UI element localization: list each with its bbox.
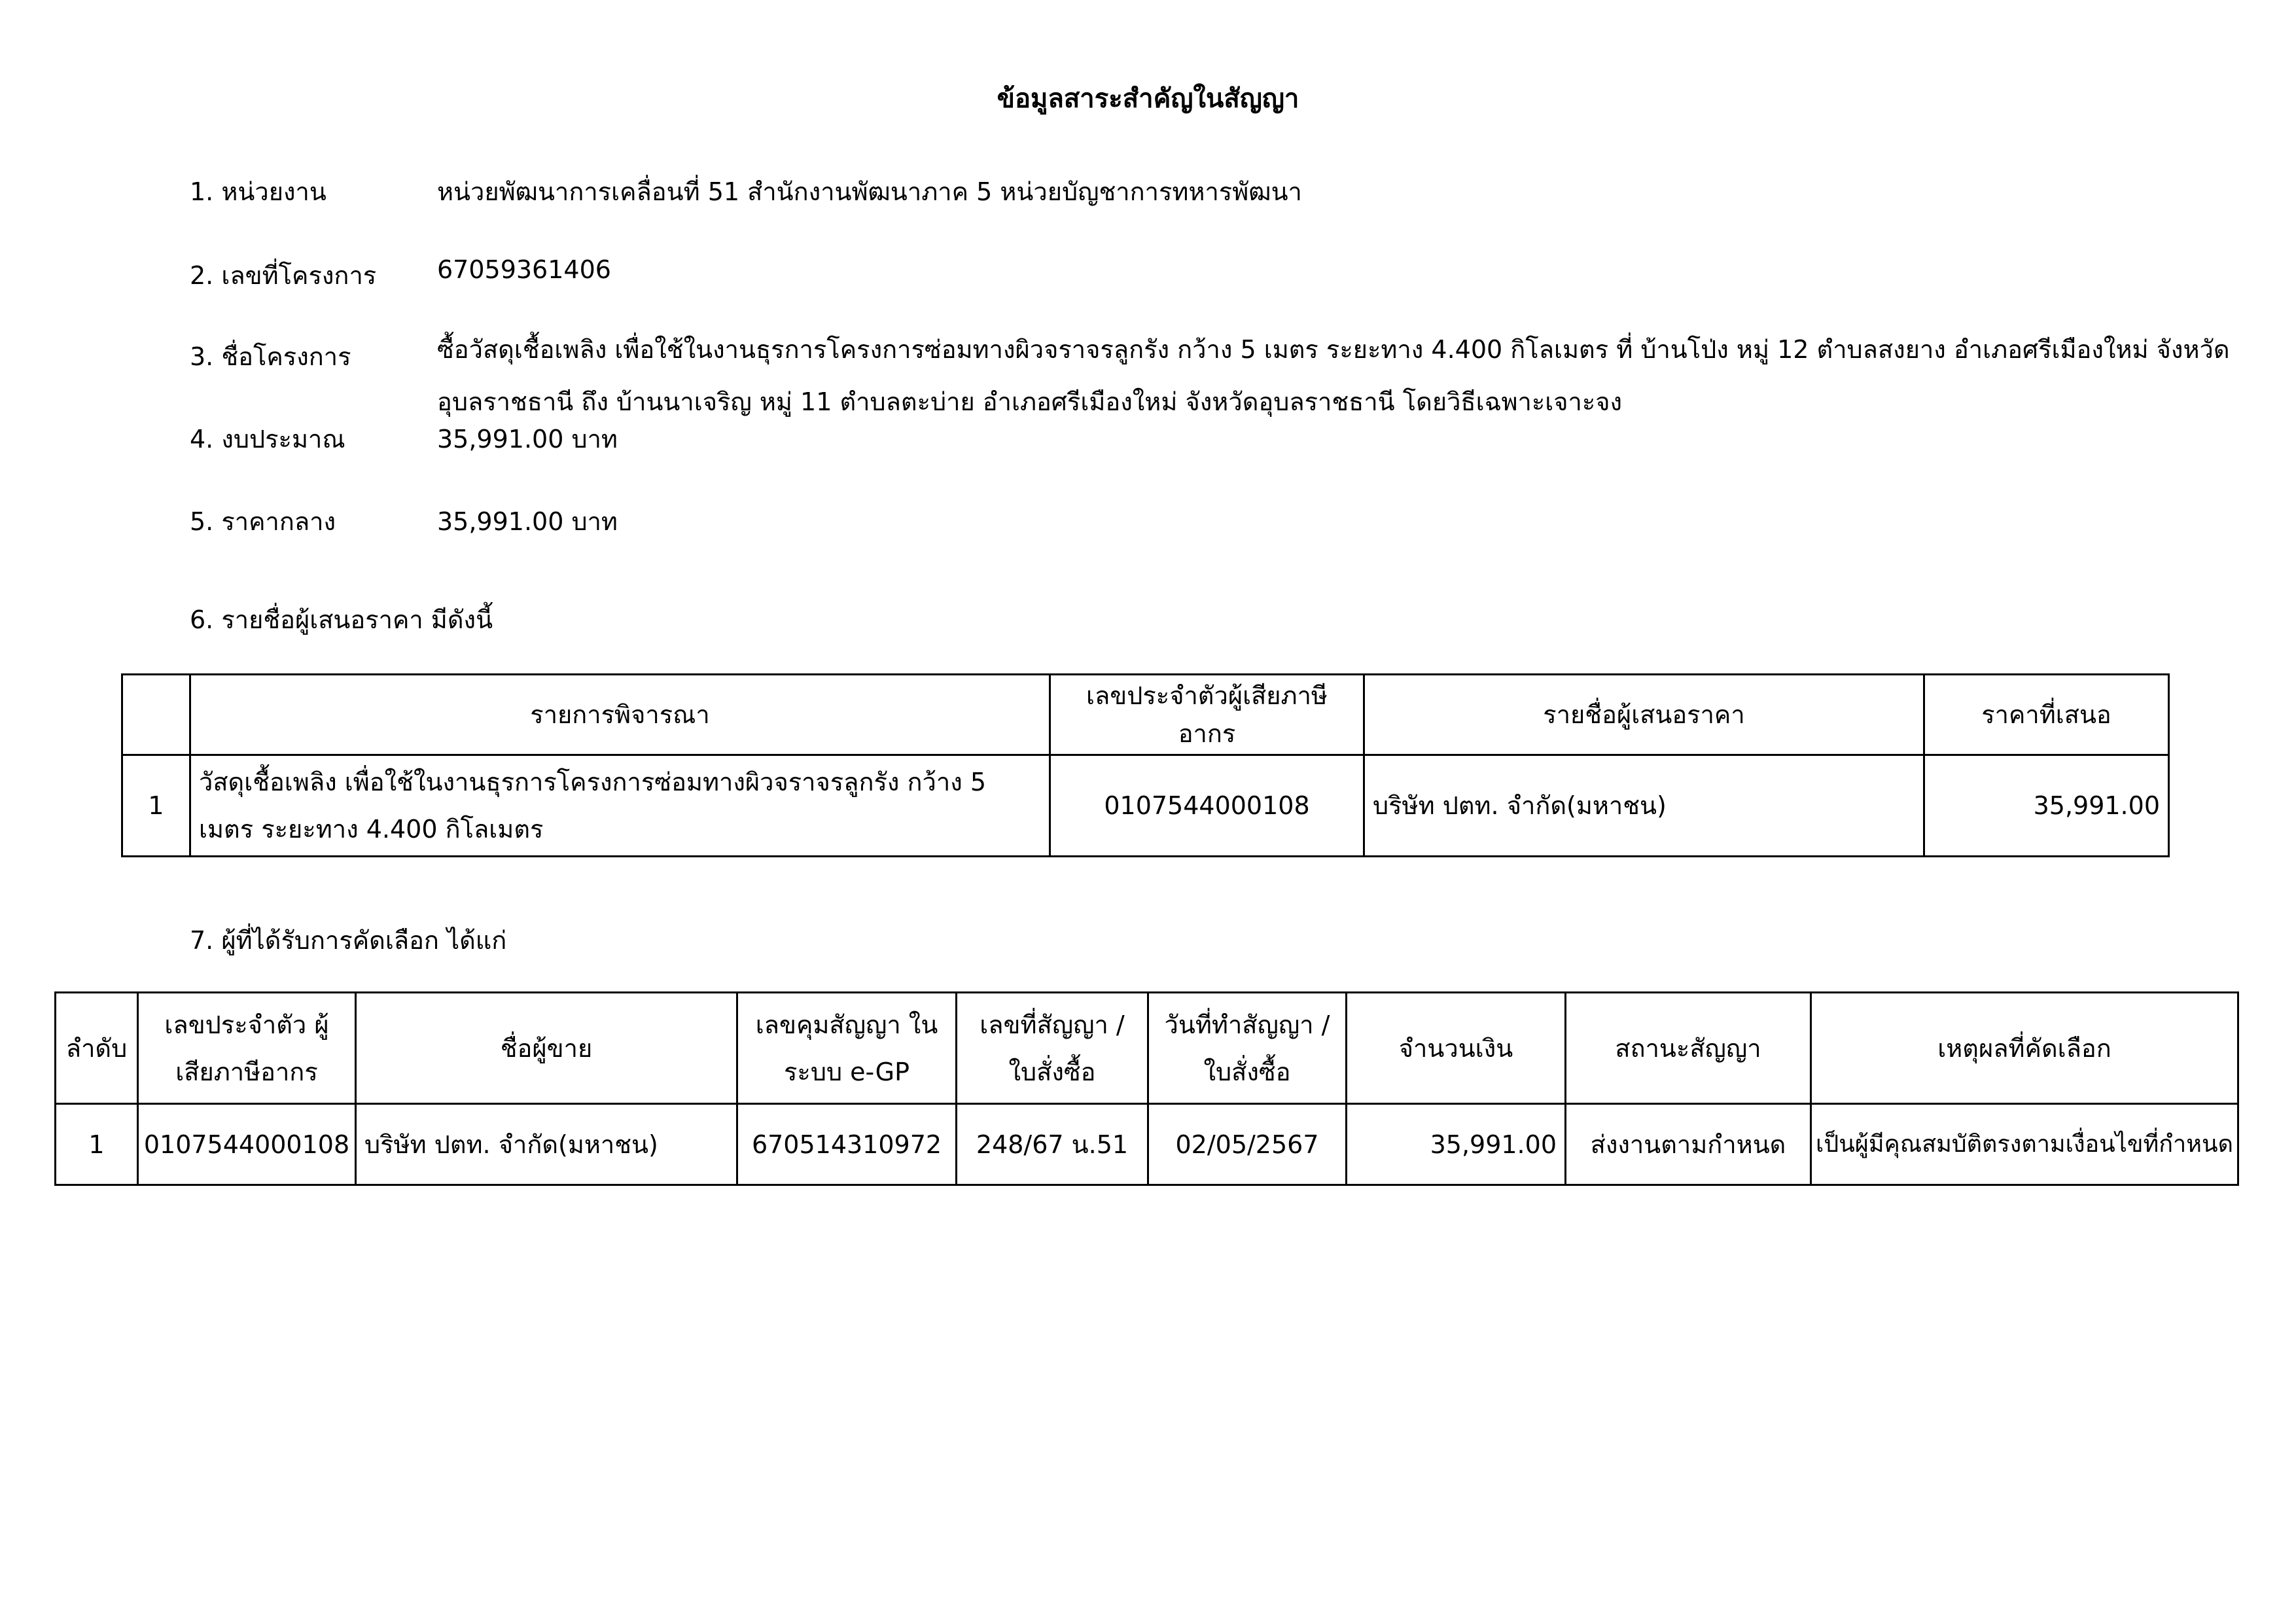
winner-row-contract-no: 248/67 น.51 <box>957 1104 1148 1185</box>
winners-header-contract-date: วันที่ทำสัญญา / ใบสั่งซื้อ <box>1148 993 1347 1104</box>
winners-header-seller: ชื่อผู้ขาย <box>356 993 737 1104</box>
agency-value: หน่วยพัฒนาการเคลื่อนที่ 51 สำนักงานพัฒนาภาค 5 หน่วยบัญชาการทหารพัฒนา <box>437 177 1302 206</box>
project-name-label: 3. ชื่อโครงการ <box>190 342 351 371</box>
bidder-row-no: 1 <box>122 755 190 857</box>
bidders-header-bidder: รายชื่อผู้เสนอราคา <box>1364 675 1924 755</box>
project-name-value: ซื้อวัสดุเชื้อเพลิง เพื่อใช้ในงานธุรการโครงการซ่อมทางผิวจราจรลูกรัง กว้าง 5 เมตร ระยะทาง 4.400 กิโลเมตร ที่ บ้านโป่ง หมู่ 12 ตำบลสงยาง อำเภอศรีเมืองใหม่ จังหวัดอุบลราชธานี ถึง บ้านนาเจริญ หมู่ 11 ตำบลตะบ่าย อำเภอศรีเมืองใหม่ จังหวัดอุบลราชธานี โดยวิธีเฉพาะเจาะจง <box>437 335 2230 416</box>
budget-value: 35,991.00 บาท <box>437 425 618 454</box>
winner-row-contract-date: 02/05/2567 <box>1148 1104 1347 1185</box>
bidders-header-no <box>122 675 190 755</box>
winners-table <box>54 991 2239 1186</box>
budget-label: 4. งบประมาณ <box>190 425 345 454</box>
median-price-label: 5. ราคากลาง <box>190 507 336 536</box>
winners-header-row <box>56 993 2238 1104</box>
winners-header-no: ลำดับ <box>56 993 138 1104</box>
bidders-header-tax-id: เลขประจำตัวผู้เสียภาษีอากร <box>1050 675 1364 755</box>
winner-row-no: 1 <box>56 1104 138 1185</box>
table-row <box>56 1104 2238 1185</box>
table-row <box>122 755 2169 857</box>
winner-row-status: ส่งงานตามกำหนด <box>1566 1104 1811 1185</box>
winners-header-egp: เลขคุมสัญญา ในระบบ e-GP <box>737 993 957 1104</box>
winners-header-amount: จำนวนเงิน <box>1347 993 1566 1104</box>
project-no-value: 67059361406 <box>437 255 611 284</box>
bidder-row-name: บริษัท ปตท. จำกัด(มหาชน) <box>1364 755 1924 857</box>
winner-row-egp: 670514310972 <box>737 1104 957 1185</box>
bidder-row-tax-id: 0107544000108 <box>1050 755 1364 857</box>
bidders-header-item: รายการพิจารณา <box>190 675 1050 755</box>
bidders-heading: 6. รายชื่อผู้เสนอราคา มีดังนี้ <box>190 605 493 634</box>
winners-heading: 7. ผู้ที่ได้รับการคัดเลือก ได้แก่ <box>190 926 507 955</box>
project-no-label: 2. เลขที่โครงการ <box>190 261 377 290</box>
winner-row-reason: เป็นผู้มีคุณสมบัติตรงตามเงื่อนไขที่กำหนด <box>1811 1104 2238 1185</box>
median-price-value: 35,991.00 บาท <box>437 507 618 536</box>
winners-header-status: สถานะสัญญา <box>1566 993 1811 1104</box>
bidder-row-price: 35,991.00 <box>1924 755 2169 857</box>
document-title: ข้อมูลสาระสำคัญในสัญญา <box>997 84 1299 114</box>
bidder-row-item: วัสดุเชื้อเพลิง เพื่อใช้ในงานธุรการโครงการซ่อมทางผิวจราจรลูกรัง กว้าง 5 เมตร ระยะทาง 4.400 กิโลเมตร <box>190 755 1050 857</box>
winners-header-tax-id: เลขประจำตัว ผู้เสียภาษีอากร <box>138 993 356 1104</box>
winner-row-amount: 35,991.00 <box>1347 1104 1566 1185</box>
winner-row-tax-id: 0107544000108 <box>138 1104 356 1185</box>
bidders-table <box>121 673 2170 857</box>
bidders-header-price: ราคาที่เสนอ <box>1924 675 2169 755</box>
winners-header-reason: เหตุผลที่คัดเลือก <box>1811 993 2238 1104</box>
winners-header-contract-no: เลขที่สัญญา / ใบสั่งซื้อ <box>957 993 1148 1104</box>
bidders-header-row <box>122 675 2169 755</box>
winner-row-seller: บริษัท ปตท. จำกัด(มหาชน) <box>356 1104 737 1185</box>
agency-label: 1. หน่วยงาน <box>190 177 327 206</box>
